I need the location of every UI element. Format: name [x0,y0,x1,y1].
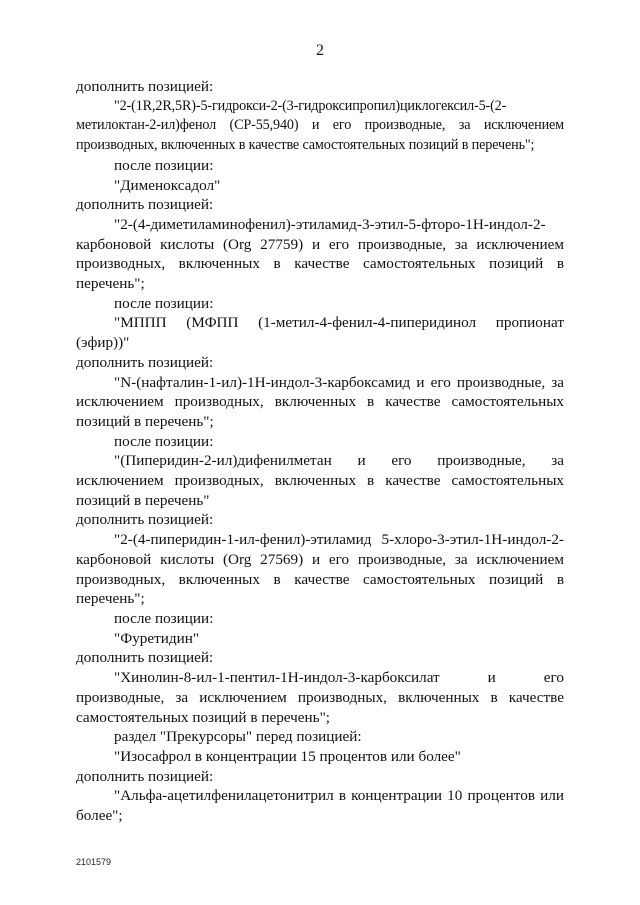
position-paragraph: "Фуретидин" [114,629,200,647]
position-paragraph: "МППП (МФПП (1-метил-4-фенил-4-пиперидинол пропионат (эфир))" [76,314,564,352]
position-paragraph: раздел "Прекурсоры" перед позицией: [114,728,362,746]
position-paragraph: после позиции: [114,432,214,450]
instruction-line: дополнить позицией: [76,649,214,667]
instruction-line: дополнить позицией: [76,767,214,785]
position-paragraph: после позиции: [114,156,214,174]
document-id: 2101579 [76,857,112,867]
position-paragraph: "2-(1R,2R,5R)-5-гидрокси-2-(3-гидроксипропил)циклогексил-5-(2-метилоктан-2-ил)фенол (СР-55,940) и его производные, за исключением производных, включенных в качестве самостоятельных позиций в перечень"; [76,97,564,154]
position-paragraph: "Дименоксадол" [114,176,221,194]
position-paragraph: "Альфа-ацетилфенилацетонитрил в концентрации 10 процентов или более"; [76,787,564,825]
page-number: 2 [316,42,324,59]
position-paragraph: после позиции: [114,294,214,312]
position-paragraph: "N-(нафталин-1-ил)-1Н-индол-3-карбоксамид и его производные, за исключением производных, включенных в качестве самостоятельных позиций в перечень"; [76,373,564,430]
position-paragraph: "(Пиперидин-2-ил)дифенилметан и его производные, за исключением производных, включенных в качестве самостоятельных позиций в перечень" [76,452,564,509]
position-paragraph: "Изосафрол в концентрации 15 процентов или более" [114,747,461,765]
position-paragraph: "2-(4-пиперидин-1-ил-фенил)-этиламид 5-хлоро-3-этил-1Н-индол-2-карбоновой кислоты (Org 27569) и его производные, за исключением производных, включенных в качестве самостоятельных позиций в перечень"; [76,531,564,608]
instruction-line: дополнить позицией: [76,196,214,214]
instruction-line: дополнить позицией: [76,353,214,371]
document-body [76,77,564,826]
instruction-line: дополнить позицией: [76,511,214,529]
position-paragraph: "Хинолин-8-ил-1-пентил-1Н-индол-3-карбоксилат и его производные, за исключением производных, включенных в качестве самостоятельных позиций в перечень"; [76,669,564,726]
position-paragraph: "2-(4-диметиламинофенил)-этиламид-3-этил-5-фторо-1Н-индол-2-карбоновой кислоты (Org 27759) и его производные, за исключением производных, включенных в качестве самостоятельных позиций в перечень"; [76,215,564,293]
position-paragraph: после позиции: [114,609,214,627]
instruction-line: дополнить позицией: [76,78,214,95]
